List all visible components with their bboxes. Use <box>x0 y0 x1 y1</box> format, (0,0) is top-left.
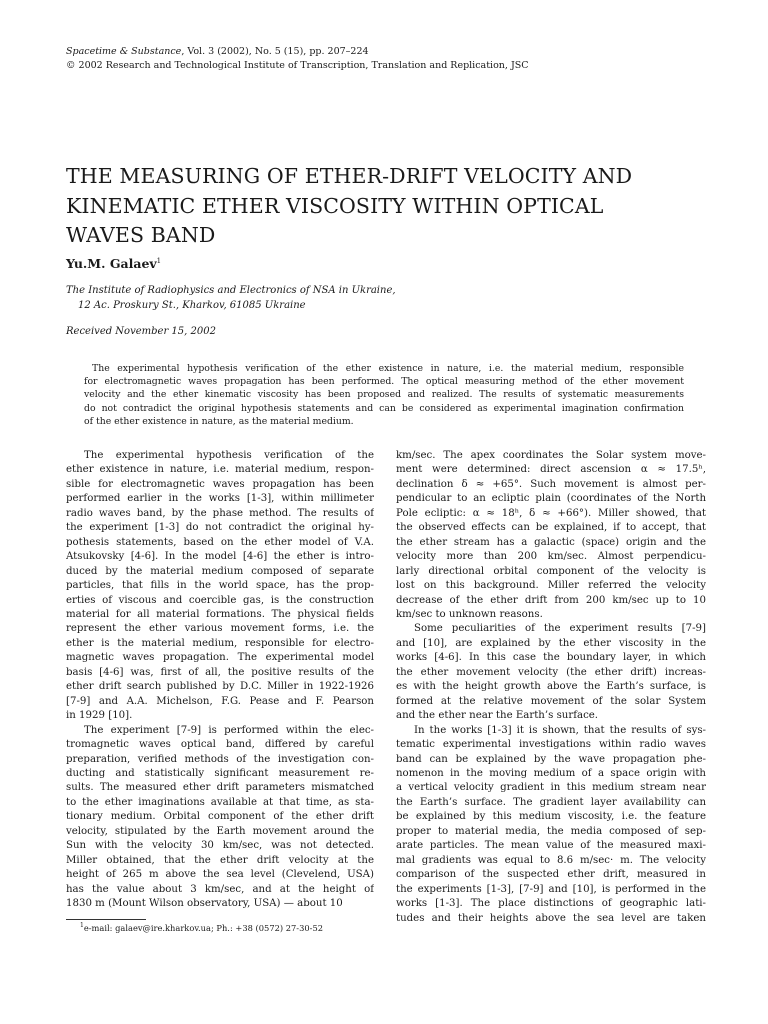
body-text-line: the experiments [1-3], [7-9] and [10], is performed in the <box>396 883 706 895</box>
body-text-line: works [1-3]. The place distinctions of geographic lati- <box>396 898 706 910</box>
body-text-line: tromagnetic waves optical band, differed by careful <box>66 739 374 751</box>
body-text-line: velocity more than 200 km/sec. Almost perpendicu- <box>396 551 706 563</box>
body-text-line: mal gradients was equal to 8.6 m/sec· m. The velocity <box>396 854 706 866</box>
footnote <box>80 922 323 933</box>
body-text-line: works [4-6]. In this case the boundary layer, in which <box>396 652 706 664</box>
body-text-line: Sun with the velocity 30 km/sec, was not detected. <box>66 840 374 852</box>
body-text-line: In the works [1-3] it is shown, that the results of sys- <box>414 724 706 736</box>
body-text-line: decrease of the ether drift from 200 km/sec up to 10 <box>396 594 706 606</box>
body-text-line: velocity, stipulated by the Earth movement around the <box>66 825 374 837</box>
journal-volume: , Vol. 3 (2002), No. 5 (15), pp. 207–224 <box>181 46 369 57</box>
body-text-line: ether existence in nature, i.e. material medium, respon- <box>66 464 374 476</box>
body-column-left <box>66 449 374 912</box>
paper-title <box>66 162 706 251</box>
body-text-line: erties of viscous and coercible gas, is the construction <box>66 594 374 606</box>
author-footnote-mark: 1 <box>156 256 162 265</box>
body-column-right <box>396 449 706 926</box>
body-text-line: be explained by this medium viscosity, i.e. the feature <box>396 811 706 823</box>
journal-name: Spacetime & Substance <box>66 46 182 57</box>
body-text-line: preparation, verified methods of the investigation con- <box>66 753 374 765</box>
body-text-line: tionary medium. Orbital component of the ether drift <box>66 811 374 823</box>
body-text-line: tematic experimental investigations within radio waves <box>396 739 706 751</box>
affiliation-line: 12 Ac. Proskury St., Kharkov, 61085 Ukraine <box>78 299 306 311</box>
body-text-line: Pole ecliptic: α ≈ 18ʰ, δ ≈ +66°). Miller showed, that <box>396 507 706 519</box>
body-text-line: the ether stream has a galactic (space) origin and the <box>396 536 706 548</box>
body-text-line: has the value about 3 km/sec, and at the height of <box>66 883 374 895</box>
abstract-line: for electromagnetic waves propagation has been performed. The optical measuring method of the ether movement <box>84 376 684 388</box>
abstract-line: The experimental hypothesis verification of the ether existence in nature, i.e. the material medium, responsible <box>92 363 684 374</box>
body-text-line: the experiment [1-3] do not contradict the original hy- <box>66 522 374 534</box>
footnote-text: e-mail: galaev@ire.kharkov.ua; Ph.: +38 (0572) 27-30-52 <box>83 922 324 933</box>
author-name: Yu.M. Galaev <box>66 256 157 271</box>
body-text-line: es with the height growth above the Earth’s surface, is <box>396 681 706 693</box>
body-text-line: and [10], are explained by the ether viscosity in the <box>396 637 706 649</box>
copyright-line: © 2002 Research and Technological Institute of Transcription, Translation and Replication, JSC <box>66 60 529 71</box>
body-text-line: represent the ether various movement forms, i.e. the <box>66 623 374 635</box>
title-line: WAVES BAND <box>66 223 216 247</box>
body-text-line: ducting and statistically significant measurement re- <box>66 767 374 779</box>
body-text-line: Miller obtained, that the ether drift velocity at the <box>66 854 374 866</box>
footnote-rule <box>66 919 146 920</box>
body-text-line: performed earlier in the works [1-3], within millimeter <box>66 493 374 505</box>
body-text-line: arate particles. The mean value of the measured maxi- <box>396 840 706 852</box>
body-text-line: to the ether imaginations available at that time, as sta- <box>66 796 374 808</box>
body-text-line: ment were determined: direct ascension α ≈ 17.5ʰ, <box>396 464 706 476</box>
body-text-line: sible for electromagnetic waves propagation has been <box>66 478 374 490</box>
abstract-line: velocity and the ether kinematic viscosity has been proposed and realized. The results of systematic measurements <box>84 389 684 401</box>
body-text-line: radio waves band, by the phase method. The results of <box>66 507 374 519</box>
body-text-line: the observed effects can be explained, if to accept, that <box>396 522 706 534</box>
title-line: KINEMATIC ETHER VISCOSITY WITHIN OPTICAL <box>66 193 604 218</box>
body-text-line: proper to material media, the media composed of sep- <box>396 825 706 837</box>
body-text-line: ether drift search published by D.C. Miller in 1922-1926 <box>66 681 374 693</box>
body-text-line: ether is the material medium, responsible for electro- <box>66 637 374 649</box>
body-text-line: basis [4-6] was, first of all, the positive results of the <box>66 666 374 678</box>
body-text-line: band can be explained by the wave propagation phe- <box>396 753 706 765</box>
body-text-line: in 1929 [10]. <box>66 710 133 722</box>
abstract <box>84 362 684 428</box>
received-date: Received November 15, 2002 <box>66 326 216 337</box>
body-text-line: sults. The measured ether drift parameters mismatched <box>66 782 374 794</box>
body-text-line: The experiment [7-9] is performed within the elec- <box>84 724 374 736</box>
body-text-line: nomenon in the moving medium of a space origin with <box>396 767 706 779</box>
body-text-line: material for all material formations. The physical fields <box>66 608 374 620</box>
body-text-line: Atsukovsky [4-6]. In the model [4-6] the ether is intro- <box>66 551 374 563</box>
body-text-line: magnetic waves propagation. The experimental model <box>66 652 374 664</box>
body-text-line: comparison of the suspected ether drift, measured in <box>396 869 706 881</box>
body-text-line: km/sec to unknown reasons. <box>396 608 543 620</box>
body-text-line: km/sec. The apex coordinates the Solar system move- <box>396 450 706 461</box>
body-text-line: duced by the material medium composed of separate <box>66 565 374 577</box>
author <box>66 256 161 271</box>
body-text-line: 1830 m (Mount Wilson observatory, USA) — about 10 <box>66 898 343 910</box>
body-text-line: pendicular to an ecliptic plain (coordinates of the North <box>396 493 706 505</box>
body-text-line: lost on this background. Miller referred the velocity <box>396 580 706 592</box>
footnote-mark: 1 <box>80 922 84 929</box>
body-text-line: the Earth’s surface. The gradient layer availability can <box>396 796 706 808</box>
body-text-line: Some peculiarities of the experiment results [7-9] <box>414 623 706 635</box>
body-text-line: height of 265 m above the sea level (Clevelend, USA) <box>66 869 374 881</box>
body-text-line: declination δ ≈ +65°. Such movement is almost per- <box>396 478 706 490</box>
body-text-line: pothesis statements, based on the ether model of V.A. <box>66 536 374 548</box>
abstract-line: of the ether existence in nature, as the material medium. <box>84 415 354 427</box>
body-text-line: formed at the relative movement of the solar System <box>396 695 706 707</box>
body-text-line: tudes and their heights above the sea level are taken <box>396 912 706 924</box>
affiliation-line: The Institute of Radiophysics and Electronics of NSA in Ukraine, <box>66 285 396 296</box>
body-text-line: [7-9] and A.A. Michelson, F.G. Pease and F. Pearson <box>66 695 374 707</box>
body-text-line: and the ether near the Earth’s surface. <box>396 710 599 722</box>
body-text-line: the ether movement velocity (the ether drift) increas- <box>396 666 706 678</box>
body-text-line: larly directional orbital component of the velocity is <box>396 565 706 577</box>
body-text-line: a vertical velocity gradient in this medium stream near <box>396 782 706 794</box>
title-line: THE MEASURING OF ETHER-DRIFT VELOCITY AND <box>66 164 633 188</box>
journal-citation <box>66 45 369 59</box>
affiliation <box>66 284 396 313</box>
body-text-line: particles, that fills in the world space, has the prop- <box>66 580 374 592</box>
body-text-line: The experimental hypothesis verification of the <box>84 450 374 461</box>
abstract-line: do not contradict the original hypothesis statements and can be considered as experimental imagination confirmation <box>84 402 684 414</box>
